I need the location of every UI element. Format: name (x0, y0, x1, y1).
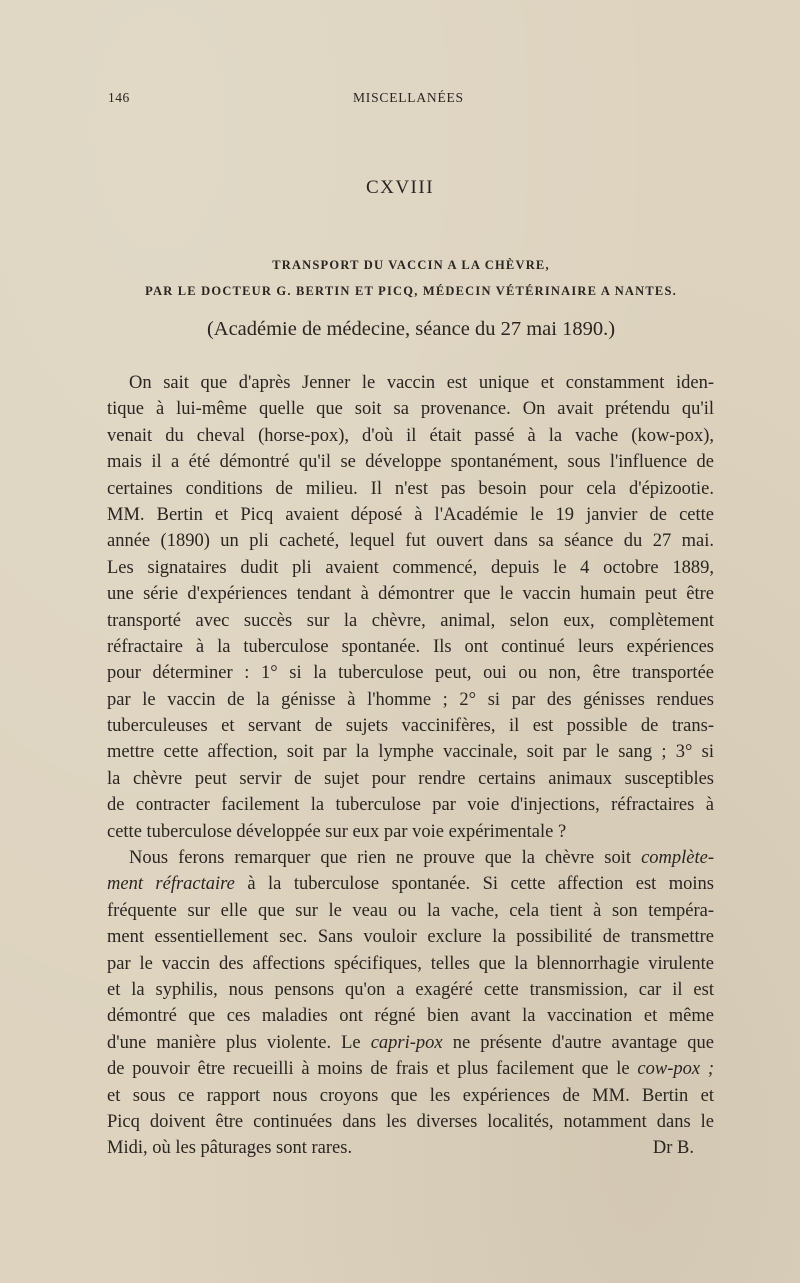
text-line: Picq doivent être continuées dans les diverses localités, notamment dans le (107, 1111, 714, 1132)
paragraph-2 (107, 845, 714, 1162)
italic-term: complète- (641, 848, 714, 869)
text-line: une série d'expériences tendant à démontrer que le vaccin humain peut être (107, 584, 714, 605)
text-line: ment essentiellement sec. Sans vouloir exclure la possibilité de transmettre (107, 927, 714, 948)
text-line: et la syphilis, nous pensons qu'on a exagéré cette transmission, car il est (107, 979, 714, 1000)
text-run: de pouvoir être recueilli à moins de frais et plus facilement que le (107, 1059, 638, 1080)
text-line: par le vaccin des affections spécifiques, telles que la blennorrhagie virulente (107, 953, 714, 974)
italic-term: capri-pox (370, 1032, 443, 1053)
text-line: tique à lui-même quelle que soit sa provenance. On avait prétendu qu'il (107, 399, 714, 420)
chapter-number: CXVIII (365, 177, 435, 198)
text-line: cette tuberculose développée sur eux par voie expérimentale ? (107, 821, 567, 842)
text-line (107, 1135, 714, 1161)
running-title: MISCELLANÉES (353, 90, 464, 105)
text-line: transporté avec succès sur la chèvre, animal, selon eux, complètement (107, 610, 714, 631)
text-line: par le vaccin de la génisse à l'homme ; 2° si par des génisses rendues (107, 689, 714, 710)
text-line: mais il a été démontré qu'il se développe spontanément, sous l'influence de (107, 452, 714, 473)
text-line (107, 871, 714, 897)
text-line: Les signataires dudit pli avaient commencé, depuis le 4 octobre 1889, (107, 557, 714, 578)
italic-term: ment réfractaire (107, 874, 235, 895)
running-head (108, 90, 714, 110)
page-number: 146 (108, 90, 130, 105)
text-line: la chèvre peut servir de sujet pour rendre certains animaux susceptibles (107, 768, 714, 789)
text-line: démontré que ces maladies ont régné bien avant la vaccination et même (107, 1006, 714, 1027)
text-line: de contracter facilement la tuberculose par voie d'injections, réfractaires à (107, 795, 714, 816)
text-run: Nous ferons remarquer que rien ne prouve que la chèvre soit (129, 848, 642, 869)
text-line: année (1890) un pli cacheté, lequel fut ouvert dans sa séance du 27 mai. (107, 531, 714, 552)
text-line: venait du cheval (horse-pox), d'où il était passé à la vache (kow-pox), (107, 425, 714, 446)
text-line (107, 1030, 714, 1056)
text-line (107, 845, 714, 871)
text-line: pour déterminer : 1° si la tuberculose peut, oui ou non, être transportée (107, 663, 714, 684)
article-subtitle: (Académie de médecine, séance du 27 mai 1890.) (206, 318, 616, 340)
text-line: mettre cette affection, soit par la lymphe vaccinale, soit par le sang ; 3° si (107, 742, 714, 763)
text-run: ne présente d'autre avantage que (442, 1032, 714, 1053)
text-line: réfractaire à la tuberculose spontanée. Ils ont continué leurs expériences (107, 636, 714, 657)
author-signature: Dr B. (652, 1138, 694, 1159)
text-run: Midi, où les pâturages sont rares. (107, 1138, 353, 1159)
text-run: d'une manière plus violente. Le (107, 1032, 371, 1053)
paragraph-1 (107, 370, 714, 845)
text-line: On sait que d'après Jenner le vaccin est unique et constamment iden- (129, 373, 714, 393)
text-line: fréquente sur elle que sur le veau ou la vache, cela tient à son tempéra- (107, 900, 714, 921)
article-heading-line-1: TRANSPORT DU VACCIN A LA CHÈVRE, (272, 258, 550, 272)
text-run: à la tuberculose spontanée. Si cette affection est moins (234, 874, 714, 895)
text-line: MM. Bertin et Picq avaient déposé à l'Académie le 19 janvier de cette (107, 504, 714, 525)
italic-term: cow-pox ; (637, 1059, 714, 1080)
text-line: certaines conditions de milieu. Il n'est pas besoin pour cela d'épizootie. (107, 478, 714, 499)
text-line: tuberculeuses et servant de sujets vaccinifères, il est possible de trans- (107, 716, 714, 737)
text-line (107, 1056, 714, 1082)
article-heading-line-2: PAR LE DOCTEUR G. BERTIN ET PICQ, MÉDECIN VÉTÉRINAIRE A NANTES. (145, 284, 677, 298)
article-body (107, 370, 714, 1162)
text-line: et sous ce rapport nous croyons que les expériences de MM. Bertin et (107, 1085, 714, 1106)
